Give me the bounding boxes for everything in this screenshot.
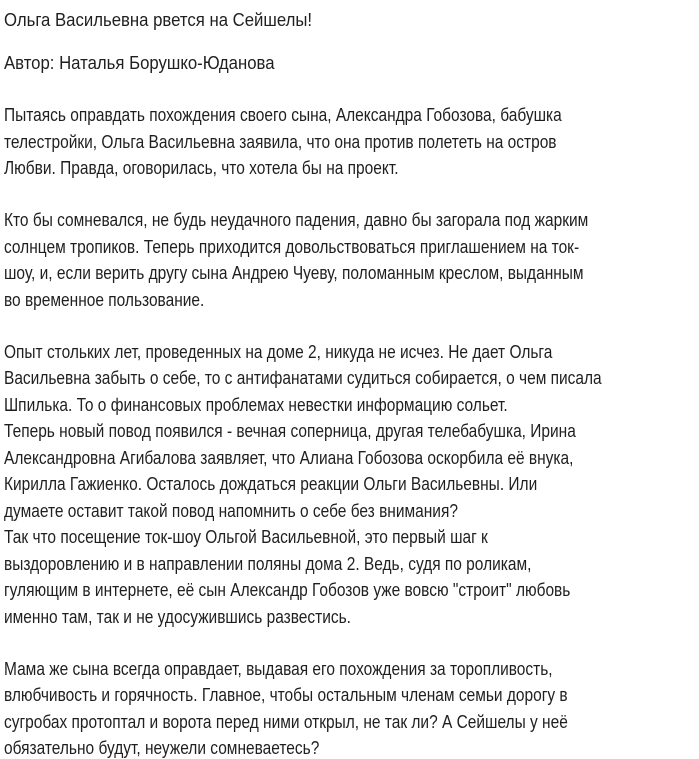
- paragraph-line: Опыт стольких лет, проведенных на доме 2, никуда не исчез. Не дает Ольга: [4, 342, 553, 362]
- paragraph-line: гуляющим в интернете, её сын Александр Гобозов уже вовсю "строит" любовь: [4, 580, 571, 600]
- paragraph-line: Любви. Правда, оговорилась, что хотела бы на проект.: [4, 158, 399, 178]
- paragraph-line: Васильевна забыть о себе, то с антифанатами судиться собирается, о чем писала: [4, 368, 602, 388]
- paragraph-line: солнцем тропиков. Теперь приходится довольствоваться приглашением на ток-: [4, 237, 580, 257]
- paragraph-line: шоу, и, если верить другу сына Андрею Чуеву, поломанным креслом, выданным: [4, 263, 584, 283]
- paragraph-line: сугробах протоптал и ворота перед ними открыл, не так ли? А Сейшелы у неё: [4, 712, 568, 732]
- paragraph-line: телестройки, Ольга Васильевна заявила, что она против полететь на остров: [4, 132, 557, 152]
- paragraph-line: Александровна Агибалова заявляет, что Алиана Гобозова оскорбила её внука,: [4, 448, 574, 468]
- paragraph-line: обязательно будут, неужели сомневаетесь?: [4, 738, 320, 758]
- article-author: Автор: Наталья Борушко-Юданова: [4, 53, 275, 73]
- paragraph-line: Кирилла Гажиенко. Осталось дождаться реакции Ольги Васильевны. Или: [4, 474, 538, 494]
- paragraph-line: Шпилька. То о финансовых проблемах невестки информацию сольет.: [4, 395, 508, 415]
- paragraph-line: Мама же сына всегда оправдает, выдавая его похождения за торопливость,: [4, 659, 553, 679]
- article-title: Ольга Васильевна рвется на Сейшелы!: [4, 10, 313, 30]
- paragraph-line: Теперь новый повод появился - вечная соперница, другая телебабушка, Ирина: [4, 421, 576, 441]
- paragraph-line: думаете оставит такой повод напомнить о себе без внимания?: [4, 501, 458, 521]
- paragraph-line: Кто бы сомневался, не будь неудачного падения, давно бы загорала под жарким: [4, 210, 589, 230]
- paragraph-line: именно там, так и не удосужившись развестись.: [4, 607, 351, 627]
- paragraph-line: во временное пользование.: [4, 290, 205, 310]
- paragraph-line: Пытаясь оправдать похождения своего сына, Александра Гобозова, бабушка: [4, 105, 562, 125]
- paragraph-line: выздоровлению и в направлении поляны дома 2. Ведь, судя по роликам,: [4, 554, 532, 574]
- paragraph-line: влюбчивость и горячность. Главное, чтобы остальным членам семьи дорогу в: [4, 685, 568, 705]
- paragraph-line: Так что посещение ток-шоу Ольгой Васильевной, это первый шаг к: [4, 527, 488, 547]
